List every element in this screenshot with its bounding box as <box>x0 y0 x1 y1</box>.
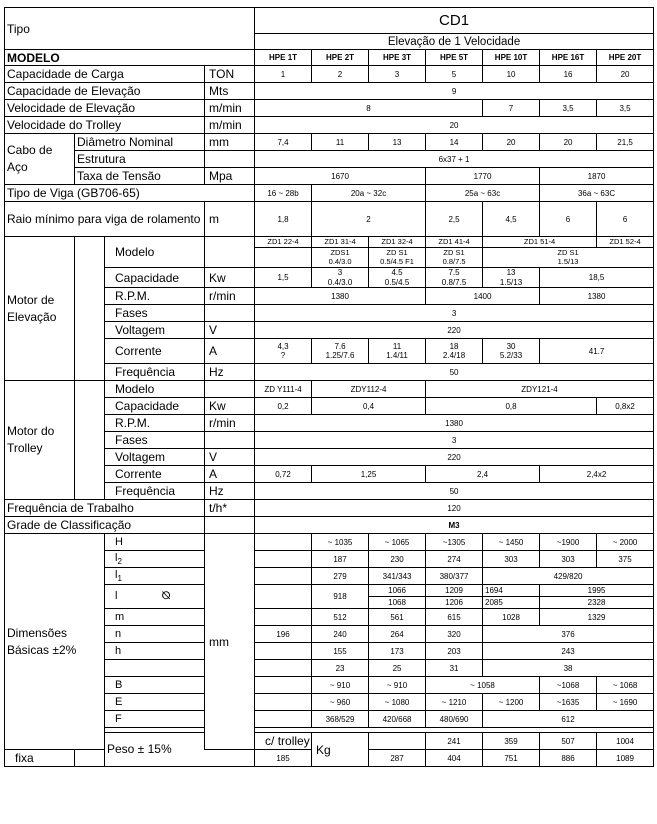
cell: 10 <box>483 66 540 83</box>
cell: 0,4 <box>312 398 426 415</box>
empty-cell <box>205 517 255 534</box>
dim-symbol: E <box>105 694 205 711</box>
cell: 5 <box>426 66 483 83</box>
row-unit: t/h* <box>205 500 255 517</box>
cell: 21,5 <box>597 134 654 151</box>
cell: 20a ~ 32c <box>312 185 426 202</box>
row-unit: mm <box>205 534 255 750</box>
cell: 23 <box>312 660 369 677</box>
cell: 1.5/13 <box>483 278 540 288</box>
cell: ~ 1690 <box>597 694 654 711</box>
cell: ZD S1 <box>426 248 483 258</box>
section-label: Peso ± 15% <box>105 733 255 767</box>
cell: 303 <box>483 551 540 568</box>
cell: 1206 <box>426 597 483 609</box>
cell: 9 <box>255 83 654 100</box>
cell: 1380 <box>255 288 426 305</box>
cell: 187 <box>312 551 369 568</box>
cell: 20 <box>540 134 597 151</box>
row-unit: Hz <box>205 364 255 381</box>
cell-line: 7.6 <box>334 342 346 351</box>
row-label: Velocidade do Trolley <box>5 117 205 134</box>
model-col: HPE 5T <box>426 50 483 66</box>
row-unit: A <box>205 339 255 364</box>
model-col: HPE 20T <box>597 50 654 66</box>
row-label: Frequência <box>105 483 205 500</box>
cell: 2328 <box>540 597 654 609</box>
cell: 0,8x2 <box>597 398 654 415</box>
cell: 1068 <box>369 597 426 609</box>
cell: 1380 <box>540 288 654 305</box>
cell: 380/377 <box>426 568 483 585</box>
row-unit: V <box>205 449 255 466</box>
cell: 507 <box>540 733 597 750</box>
cell: ~1635 <box>540 694 597 711</box>
cell: 0,72 <box>255 466 312 483</box>
section-label: Motor do Trolley <box>5 381 75 500</box>
cell: 1004 <box>597 733 654 750</box>
modelo-label: MODELO <box>5 50 255 66</box>
cell: 320 <box>426 626 483 643</box>
dim-subscript: 1 <box>117 574 122 584</box>
row-label: Voltagem <box>105 449 205 466</box>
cell: ZD1 32-4 <box>369 237 426 248</box>
cell: ~ 1058 <box>426 677 540 694</box>
cell: 1066 <box>369 585 426 597</box>
cell: 120 <box>255 500 654 517</box>
cell: 1329 <box>540 609 654 626</box>
row-unit: m/min <box>205 117 255 134</box>
row-unit: A <box>205 466 255 483</box>
cell: 1670 <box>255 168 426 185</box>
cell: 8 <box>255 100 483 117</box>
row-unit: r/min <box>205 288 255 305</box>
empty-cell <box>205 432 255 449</box>
row-label: Frequência de Trabalho <box>5 500 205 517</box>
cell: ~ 1080 <box>369 694 426 711</box>
row-label: R.P.M. <box>105 415 205 432</box>
cell: 341/343 <box>369 568 426 585</box>
slashed-circle-icon: ⦰ <box>161 590 171 602</box>
section-label: Cabo de Aço <box>5 134 75 185</box>
cell <box>312 339 369 364</box>
cell: ~ 960 <box>312 694 369 711</box>
dim-subscript: 2 <box>117 557 122 567</box>
tipo-header: Tipo <box>5 8 255 50</box>
cell: M3 <box>255 517 654 534</box>
cell: 1694 <box>483 585 540 597</box>
cell: 612 <box>483 711 654 728</box>
cell: 264 <box>369 626 426 643</box>
section-label: Motor de Elevação <box>5 237 75 381</box>
cell: 1870 <box>540 168 654 185</box>
cell: 368/529 <box>312 711 369 728</box>
cell-line: 11 <box>392 342 402 351</box>
cell: 287 <box>369 750 426 767</box>
empty-cell <box>75 381 105 500</box>
cell: 0.5/4.5 F1 <box>369 258 426 268</box>
cell: 1400 <box>426 288 540 305</box>
dim-symbol-text: l <box>115 551 118 564</box>
row-unit: Mpa <box>205 168 255 185</box>
cell: 1,8 <box>255 202 312 237</box>
dim-symbol: m <box>105 609 205 626</box>
cell: 4.5 <box>369 268 426 278</box>
row-label: Modelo <box>105 381 205 398</box>
dim-symbol: F <box>105 711 205 728</box>
cell: ~ 1210 <box>426 694 483 711</box>
cell: 20 <box>255 117 654 134</box>
cell: ~ 2000 <box>597 534 654 551</box>
cell: 0.8/7.5 <box>426 278 483 288</box>
cell: 1995 <box>540 585 654 597</box>
cell-line: 1.4/11 <box>386 351 408 360</box>
cell: 230 <box>369 551 426 568</box>
cell: 1,25 <box>312 466 426 483</box>
row-label: R.P.M. <box>105 288 205 305</box>
cell: 751 <box>483 750 540 767</box>
dim-symbol: n <box>105 626 205 643</box>
cell <box>369 339 426 364</box>
row-label: Capacidade <box>105 398 205 415</box>
cell: ZD Y111-4 <box>255 381 312 398</box>
row-label: Fases <box>105 305 205 322</box>
cell: 2,4x2 <box>540 466 654 483</box>
spec-table <box>4 7 654 767</box>
cell <box>426 339 483 364</box>
cell: 185 <box>255 750 312 767</box>
cell: 1380 <box>255 415 654 432</box>
empty-cell <box>255 694 312 711</box>
cell: 0.5/4.5 <box>369 278 426 288</box>
cell: ZD S1 <box>483 248 654 258</box>
cell: 1770 <box>426 168 540 185</box>
cell: 420/668 <box>369 711 426 728</box>
cell: 0.4/3.0 <box>312 258 369 268</box>
subtitle: Elevação de 1 Velocidade <box>255 34 654 50</box>
cell: 7,4 <box>255 134 312 151</box>
cell: 0,8 <box>426 398 597 415</box>
cell: 38 <box>483 660 654 677</box>
cell: 1028 <box>483 609 540 626</box>
cell: ZD1 52-4 <box>597 237 654 248</box>
empty-cell <box>255 551 312 568</box>
row-label: Taxa de Tensão <box>75 168 205 185</box>
cell: 203 <box>426 643 483 660</box>
empty-cell <box>255 585 312 609</box>
cell: ~ 1065 <box>369 534 426 551</box>
cell-line: 30 <box>506 342 516 351</box>
cell: 240 <box>312 626 369 643</box>
row-label: Capacidade de Elevação <box>5 83 205 100</box>
cell: 16 <box>540 66 597 83</box>
cell: 1,5 <box>255 268 312 288</box>
dim-symbol <box>105 551 205 568</box>
cell: 359 <box>483 733 540 750</box>
cell: ~ 1450 <box>483 534 540 551</box>
cell: 173 <box>369 643 426 660</box>
row-unit: TON <box>205 66 255 83</box>
row-unit: m/min <box>205 100 255 117</box>
section-label: Dimensões Básicas ±2% <box>5 534 105 750</box>
cell: 20 <box>597 66 654 83</box>
row-label: Diâmetro Nominal <box>75 134 205 151</box>
cell: ZD1 41-4 <box>426 237 483 248</box>
row-label: Capacidade de Carga <box>5 66 205 83</box>
cell: 6 <box>540 202 597 237</box>
row-unit: V <box>205 322 255 339</box>
cell: 196 <box>255 626 312 643</box>
cell-line: 4,3 <box>277 342 289 351</box>
row-label: Corrente <box>105 339 205 364</box>
cell: ZD1 31-4 <box>312 237 369 248</box>
dim-symbol-text: l <box>115 590 118 602</box>
row-unit: Kw <box>205 398 255 415</box>
model-col: HPE 3T <box>369 50 426 66</box>
cell: 220 <box>255 322 654 339</box>
cell: ~1305 <box>426 534 483 551</box>
cell: 2 <box>312 202 426 237</box>
cell: 31 <box>426 660 483 677</box>
row-label: c/ trolley <box>255 733 312 750</box>
cell-line: 1.25/7.6 <box>325 351 355 360</box>
row-label: Capacidade <box>105 268 205 288</box>
cell: ~1900 <box>540 534 597 551</box>
cell: 20 <box>483 134 540 151</box>
cell: 6 <box>597 202 654 237</box>
empty-cell <box>255 568 312 585</box>
cell: 25 <box>369 660 426 677</box>
cell: 279 <box>312 568 369 585</box>
cell: ~ 1035 <box>312 534 369 551</box>
empty-cell <box>75 750 105 767</box>
cell: ZDS1 <box>312 248 369 258</box>
cell: 3,5 <box>597 100 654 117</box>
cell: 13 <box>483 268 540 278</box>
cell: 2,4 <box>426 466 540 483</box>
empty-cell <box>255 643 312 660</box>
row-label: Tipo de Viga (GB706-65) <box>5 185 255 202</box>
row-label: Fases <box>105 432 205 449</box>
cell: 50 <box>255 483 654 500</box>
cell: 3 <box>312 268 369 278</box>
cell: 3 <box>255 305 654 322</box>
dim-symbol <box>105 660 205 677</box>
cell: 0,2 <box>255 398 312 415</box>
cell: 404 <box>426 750 483 767</box>
cell-line: ? <box>280 351 286 360</box>
empty-cell <box>255 609 312 626</box>
empty-cell <box>205 305 255 322</box>
cell: 14 <box>426 134 483 151</box>
empty-cell <box>255 711 312 728</box>
cell: 376 <box>483 626 654 643</box>
row-label: Raio mínimo para viga de rolamento <box>5 202 205 237</box>
row-label: Grade de Classificação <box>5 517 205 534</box>
cell: 41.7 <box>540 339 654 364</box>
cell: 25a ~ 63c <box>426 185 540 202</box>
cell: ZD1 22-4 <box>255 237 312 248</box>
model-col: HPE 10T <box>483 50 540 66</box>
cell: 375 <box>597 551 654 568</box>
cell: 2 <box>312 66 369 83</box>
row-label: fixa <box>5 750 75 767</box>
row-label: Corrente <box>105 466 205 483</box>
cell: 6x37 + 1 <box>255 151 654 168</box>
row-label: Voltagem <box>105 322 205 339</box>
cell: 7 <box>483 100 540 117</box>
cell: 480/690 <box>426 711 483 728</box>
cell: 50 <box>255 364 654 381</box>
row-label: Frequência <box>105 364 205 381</box>
cell: 3 <box>369 66 426 83</box>
row-unit: Kw <box>205 268 255 288</box>
cell <box>255 339 312 364</box>
cell: ZD S1 <box>369 248 426 258</box>
cell-line: 2.4/18 <box>442 351 466 360</box>
empty-cell <box>255 660 312 677</box>
cell: 243 <box>483 643 654 660</box>
cell: 886 <box>540 750 597 767</box>
cell: ~ 1200 <box>483 694 540 711</box>
row-unit: mm <box>205 134 255 151</box>
cell: 241 <box>426 733 483 750</box>
empty-cell <box>75 237 105 381</box>
cell: ~ 910 <box>369 677 426 694</box>
cell: ZD1 51-4 <box>483 237 597 248</box>
cell: 1 <box>255 66 312 83</box>
cell: 3,5 <box>540 100 597 117</box>
cell-line: 5.2/33 <box>499 351 523 360</box>
cell: 18,5 <box>540 268 654 288</box>
cell: 220 <box>255 449 654 466</box>
cell: 155 <box>312 643 369 660</box>
row-unit: Mts <box>205 83 255 100</box>
cell: 11 <box>312 134 369 151</box>
cell: 0.4/3.0 <box>312 278 369 288</box>
cell: 7.5 <box>426 268 483 278</box>
cell: 303 <box>540 551 597 568</box>
cell: 1209 <box>426 585 483 597</box>
cell: 2085 <box>483 597 540 609</box>
cell: 36a ~ 63C <box>540 185 654 202</box>
empty-cell <box>255 534 312 551</box>
empty-cell <box>205 237 255 268</box>
row-label: Estrutura <box>75 151 205 168</box>
dim-symbol <box>105 568 205 585</box>
model-code: CD1 <box>255 8 654 34</box>
dim-symbol: B <box>105 677 205 694</box>
cell: 2,5 <box>426 202 483 237</box>
cell: 274 <box>426 551 483 568</box>
empty-cell <box>255 248 312 268</box>
cell: 561 <box>369 609 426 626</box>
empty-cell <box>369 733 426 750</box>
row-unit: Hz <box>205 483 255 500</box>
cell: 4,5 <box>483 202 540 237</box>
cell: 0.8/7.5 <box>426 258 483 268</box>
cell: 16 ~ 28b <box>255 185 312 202</box>
cell: ~1068 <box>540 677 597 694</box>
row-unit: Kg <box>312 733 369 767</box>
model-col: HPE 16T <box>540 50 597 66</box>
empty-cell <box>205 381 255 398</box>
cell: ZDY112-4 <box>312 381 426 398</box>
cell: 1089 <box>597 750 654 767</box>
row-unit: m <box>205 202 255 237</box>
cell: 512 <box>312 609 369 626</box>
cell: 429/820 <box>483 568 654 585</box>
model-col: HPE 1T <box>255 50 312 66</box>
cell: 615 <box>426 609 483 626</box>
row-label: Modelo <box>105 237 205 268</box>
cell: ~ 1068 <box>597 677 654 694</box>
row-label: Velocidade de Elevação <box>5 100 205 117</box>
cell-line: 18 <box>449 342 459 351</box>
empty-cell <box>255 677 312 694</box>
cell: ZDY121-4 <box>426 381 654 398</box>
dim-symbol-text: l <box>115 568 118 581</box>
dim-symbol <box>105 585 205 609</box>
empty-cell <box>205 151 255 168</box>
cell: 1.5/13 <box>483 258 654 268</box>
dim-symbol: h <box>105 643 205 660</box>
cell: ~ 910 <box>312 677 369 694</box>
cell: 13 <box>369 134 426 151</box>
row-unit: r/min <box>205 415 255 432</box>
dim-symbol: H <box>105 534 205 551</box>
cell: 918 <box>312 585 369 609</box>
cell <box>483 339 540 364</box>
cell: 3 <box>255 432 654 449</box>
model-col: HPE 2T <box>312 50 369 66</box>
